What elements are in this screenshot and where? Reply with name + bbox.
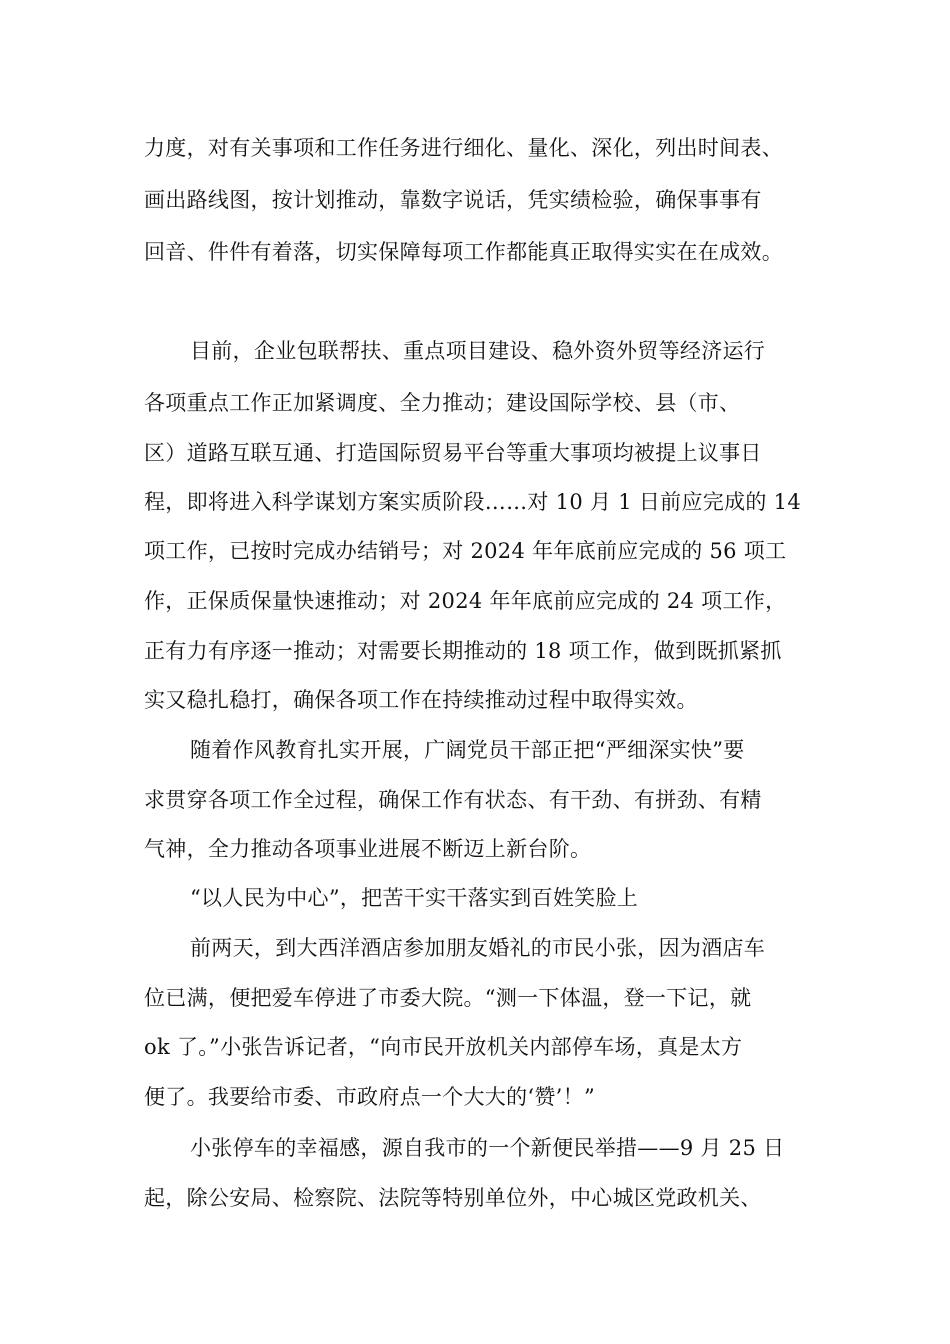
text-line: 力度，对有关事项和工作任务进行细化、量化、深化，列出时间表、	[144, 136, 783, 160]
text-line: 画出路线图，按计划推动，靠数字说话，凭实绩检验，确保事事有	[144, 188, 762, 212]
text-line: 作，正保质保量快速推动；对 2024 年年底前应完成的 24 项工作，	[144, 589, 787, 613]
text-line: 实又稳扎稳打，确保各项工作在持续推动过程中取得实效。	[144, 688, 698, 712]
text-line: 正有力有序逐一推动；对需要长期推动的 18 项工作，做到既抓紧抓	[144, 639, 782, 663]
text-line: 小张停车的幸福感，源自我市的一个新便民举措——9 月 25 日	[190, 1136, 785, 1160]
text-line: 求贯穿各项工作全过程，确保工作有状态、有干劲、有拼劲、有精	[144, 788, 762, 812]
text-line: 目前，企业包联帮扶、重点项目建设、稳外资外贸等经济运行	[190, 339, 766, 363]
text-line: 位已满，便把爱车停进了市委大院。“测一下体温，登一下记，就	[144, 986, 752, 1010]
text-line: ok 了。”小张告诉记者，“向市民开放机关内部停车场，真是太方	[144, 1035, 743, 1059]
text-line: 项工作，已按时完成办结销号；对 2024 年年底前应完成的 56 项工	[144, 539, 787, 563]
text-line: 回音、件件有着落，切实保障每项工作都能真正取得实实在在成效。	[144, 240, 783, 264]
text-line: 便了。我要给市委、市政府点一个大大的‘赞’！”	[144, 1085, 595, 1109]
text-line: 起，除公安局、检察院、法院等特别单位外，中心城区党政机关、	[144, 1186, 762, 1210]
text-line: 气神，全力推动各项事业进展不断迈上新台阶。	[144, 837, 592, 861]
text-line: 区）道路互联互通、打造国际贸易平台等重大事项均被提上议事日	[144, 441, 762, 465]
text-line: 程，即将进入科学谋划方案实质阶段……对 10 月 1 日前应完成的 14	[144, 490, 801, 514]
section-heading: “以人民为中心”，把苦干实干落实到百姓笑脸上	[190, 886, 639, 910]
text-line: 前两天，到大西洋酒店参加朋友婚礼的市民小张，因为酒店车	[190, 936, 766, 960]
text-line: 各项重点工作正加紧调度、全力推动；建设国际学校、县（市、	[144, 391, 741, 415]
text-line: 随着作风教育扎实开展，广阔党员干部正把“严细深实快”要	[190, 738, 745, 762]
